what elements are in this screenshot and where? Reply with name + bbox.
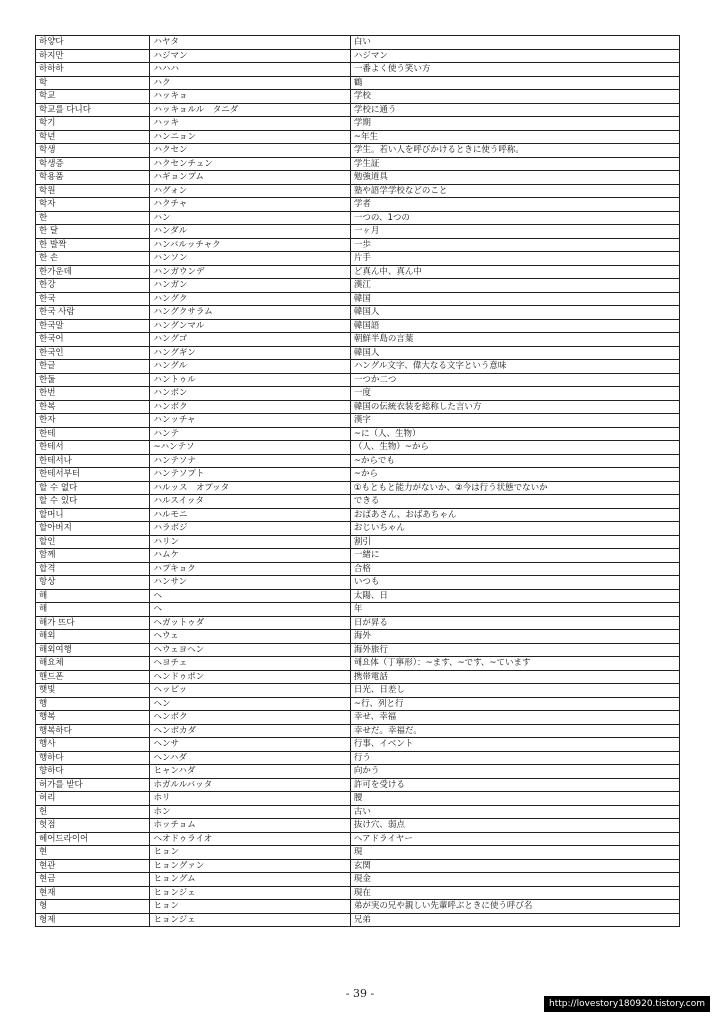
katakana-reading-cell: ハクセンチュン (150, 157, 350, 171)
korean-word-cell: 하얗다 (36, 36, 150, 50)
table-row (36, 346, 680, 360)
table-row (36, 738, 680, 752)
japanese-meaning-cell: ①もともと能力がないか、②今は行う状態でないか (350, 481, 679, 495)
katakana-reading-cell: ハンバルッチャク (150, 238, 350, 252)
katakana-reading-cell: ハンダル (150, 225, 350, 239)
japanese-meaning-cell: ハジマン (350, 49, 679, 63)
katakana-reading-cell: ハンテ (150, 427, 350, 441)
table-row (36, 805, 680, 819)
japanese-meaning-cell: 韓国 (350, 292, 679, 306)
japanese-meaning-cell: ハングル文字、偉大なる文字という意味 (350, 360, 679, 374)
japanese-meaning-cell: 行う (350, 751, 679, 765)
table-row (36, 832, 680, 846)
japanese-meaning-cell: 現 (350, 846, 679, 860)
japanese-meaning-cell: おばあさん、おばあちゃん (350, 508, 679, 522)
korean-word-cell: 허가를 받다 (36, 778, 150, 792)
table-row (36, 333, 680, 347)
katakana-reading-cell: ハジマン (150, 49, 350, 63)
table-row (36, 400, 680, 414)
table-row (36, 90, 680, 104)
korean-word-cell: 핸드폰 (36, 670, 150, 684)
japanese-meaning-cell: 学生。若い人を呼びかけるときに使う呼称。 (350, 144, 679, 158)
table-row (36, 508, 680, 522)
japanese-meaning-cell: できる (350, 495, 679, 509)
table-row (36, 535, 680, 549)
table-row (36, 468, 680, 482)
korean-word-cell: 한강 (36, 279, 150, 293)
korean-word-cell: 학생증 (36, 157, 150, 171)
japanese-meaning-cell: ~年生 (350, 130, 679, 144)
table-row (36, 49, 680, 63)
katakana-reading-cell: ハリン (150, 535, 350, 549)
korean-word-cell: 해요체 (36, 657, 150, 671)
katakana-reading-cell: ハンソン (150, 252, 350, 266)
katakana-reading-cell: ハッキョルル タニダ (150, 103, 350, 117)
table-row (36, 630, 680, 644)
korean-word-cell: 한 발짝 (36, 238, 150, 252)
table-row (36, 684, 680, 698)
korean-word-cell: 햇빛 (36, 684, 150, 698)
katakana-reading-cell: ハク (150, 76, 350, 90)
korean-word-cell: 할 수 있다 (36, 495, 150, 509)
table-row (36, 603, 680, 617)
katakana-reading-cell: ハルモニ (150, 508, 350, 522)
table-row (36, 198, 680, 212)
katakana-reading-cell: ハギョンプム (150, 171, 350, 185)
japanese-meaning-cell: 海外 (350, 630, 679, 644)
table-row (36, 414, 680, 428)
japanese-meaning-cell: 割引 (350, 535, 679, 549)
table-row (36, 157, 680, 171)
japanese-meaning-cell: 韓国人 (350, 306, 679, 320)
japanese-meaning-cell: 行事、イベント (350, 738, 679, 752)
korean-word-cell: 한복 (36, 400, 150, 414)
japanese-meaning-cell: 合格 (350, 562, 679, 576)
korean-word-cell: 해가 뜨다 (36, 616, 150, 630)
table-row (36, 724, 680, 738)
japanese-meaning-cell: 兄弟 (350, 913, 679, 927)
katakana-reading-cell: ハングクサラム (150, 306, 350, 320)
japanese-meaning-cell: 勉強道具 (350, 171, 679, 185)
table-row (36, 454, 680, 468)
table-row (36, 427, 680, 441)
korean-word-cell: 학생 (36, 144, 150, 158)
table-row (36, 130, 680, 144)
japanese-meaning-cell: ~からでも (350, 454, 679, 468)
katakana-reading-cell: ホガルルバッタ (150, 778, 350, 792)
table-row (36, 103, 680, 117)
korean-word-cell: 행사 (36, 738, 150, 752)
table-row (36, 859, 680, 873)
japanese-meaning-cell: 許可を受ける (350, 778, 679, 792)
korean-word-cell: 한국 사람 (36, 306, 150, 320)
katakana-reading-cell: ヒョングム (150, 873, 350, 887)
japanese-meaning-cell: いつも (350, 576, 679, 590)
katakana-reading-cell: ハルスイッタ (150, 495, 350, 509)
table-row (36, 265, 680, 279)
katakana-reading-cell: ヘ (150, 589, 350, 603)
korean-word-cell: 한테서부터 (36, 468, 150, 482)
table-row (36, 481, 680, 495)
katakana-reading-cell: ホリ (150, 792, 350, 806)
korean-word-cell: 현 (36, 846, 150, 860)
japanese-meaning-cell: ど真ん中、真ん中 (350, 265, 679, 279)
korean-word-cell: 허리 (36, 792, 150, 806)
japanese-meaning-cell: 幸せ、幸福 (350, 711, 679, 725)
katakana-reading-cell: ホン (150, 805, 350, 819)
japanese-meaning-cell: 一つか二つ (350, 373, 679, 387)
table-row (36, 63, 680, 77)
japanese-meaning-cell: 腰 (350, 792, 679, 806)
korean-word-cell: 행복하다 (36, 724, 150, 738)
table-row (36, 117, 680, 131)
table-row (36, 657, 680, 671)
korean-word-cell: 한번 (36, 387, 150, 401)
korean-word-cell: 하지만 (36, 49, 150, 63)
japanese-meaning-cell: 古い (350, 805, 679, 819)
katakana-reading-cell: ハプキョク (150, 562, 350, 576)
korean-word-cell: 학자 (36, 198, 150, 212)
korean-word-cell: 한 손 (36, 252, 150, 266)
korean-word-cell: 현재 (36, 886, 150, 900)
korean-word-cell: 해 (36, 589, 150, 603)
katakana-reading-cell: ハハハ (150, 63, 350, 77)
katakana-reading-cell: ハルッス オプッタ (150, 481, 350, 495)
korean-word-cell: 헌 (36, 805, 150, 819)
japanese-meaning-cell: 一歩 (350, 238, 679, 252)
japanese-meaning-cell: 海外旅行 (350, 643, 679, 657)
korean-word-cell: 할인 (36, 535, 150, 549)
table-row (36, 697, 680, 711)
japanese-meaning-cell: 一度 (350, 387, 679, 401)
katakana-reading-cell: ヒョン (150, 846, 350, 860)
katakana-reading-cell: ヘンボカダ (150, 724, 350, 738)
katakana-reading-cell: ヒョンジェ (150, 886, 350, 900)
korean-word-cell: 함께 (36, 549, 150, 563)
katakana-reading-cell: ヘッピッ (150, 684, 350, 698)
table-row (36, 549, 680, 563)
korean-word-cell: 학년 (36, 130, 150, 144)
katakana-reading-cell: ハムケ (150, 549, 350, 563)
katakana-reading-cell: ヘウェヨヘン (150, 643, 350, 657)
japanese-meaning-cell: 一ヶ月 (350, 225, 679, 239)
table-row (36, 576, 680, 590)
katakana-reading-cell: ハクセン (150, 144, 350, 158)
table-row (36, 616, 680, 630)
korean-word-cell: 행복 (36, 711, 150, 725)
table-row (36, 873, 680, 887)
korean-word-cell: 한글 (36, 360, 150, 374)
korean-word-cell: 학용품 (36, 171, 150, 185)
vocabulary-table-body (36, 36, 680, 927)
table-row (36, 292, 680, 306)
katakana-reading-cell: ハクチャ (150, 198, 350, 212)
katakana-reading-cell: ヘガットゥダ (150, 616, 350, 630)
japanese-meaning-cell: 学校 (350, 90, 679, 104)
katakana-reading-cell: ハッキョ (150, 90, 350, 104)
japanese-meaning-cell: ~行、列と行 (350, 697, 679, 711)
katakana-reading-cell: ハン (150, 211, 350, 225)
katakana-reading-cell: ヒョン (150, 900, 350, 914)
table-row (36, 306, 680, 320)
katakana-reading-cell: ヘオドゥライオ (150, 832, 350, 846)
katakana-reading-cell: ヘンハダ (150, 751, 350, 765)
japanese-meaning-cell: 抜け穴、弱点 (350, 819, 679, 833)
table-row (36, 144, 680, 158)
table-row (36, 562, 680, 576)
japanese-meaning-cell: 日光、日差し (350, 684, 679, 698)
japanese-meaning-cell: 漢江 (350, 279, 679, 293)
page-number: - 39 - (345, 987, 375, 1000)
table-row (36, 765, 680, 779)
japanese-meaning-cell: 一つの、1つの (350, 211, 679, 225)
korean-word-cell: 한테 (36, 427, 150, 441)
katakana-reading-cell: ハングク (150, 292, 350, 306)
katakana-reading-cell: ヘ (150, 603, 350, 617)
japanese-meaning-cell: 漢字 (350, 414, 679, 428)
katakana-reading-cell: ヒョンジェ (150, 913, 350, 927)
japanese-meaning-cell: 一番よく使う笑い方 (350, 63, 679, 77)
table-row (36, 643, 680, 657)
table-row (36, 252, 680, 266)
table-row (36, 171, 680, 185)
table-row (36, 495, 680, 509)
japanese-meaning-cell: 年 (350, 603, 679, 617)
table-row (36, 225, 680, 239)
katakana-reading-cell: ハングギン (150, 346, 350, 360)
japanese-meaning-cell: 幸せだ。幸福だ。 (350, 724, 679, 738)
katakana-reading-cell: ハグォン (150, 184, 350, 198)
japanese-meaning-cell: 学期 (350, 117, 679, 131)
korean-word-cell: 해외여행 (36, 643, 150, 657)
table-row (36, 238, 680, 252)
table-row (36, 279, 680, 293)
table-row (36, 184, 680, 198)
table-row (36, 36, 680, 50)
katakana-reading-cell: ハンガン (150, 279, 350, 293)
table-row (36, 792, 680, 806)
korean-word-cell: 형 (36, 900, 150, 914)
table-row (36, 846, 680, 860)
korean-word-cell: 한국인 (36, 346, 150, 360)
katakana-reading-cell: ホッチョム (150, 819, 350, 833)
japanese-meaning-cell: ヘアドライヤー (350, 832, 679, 846)
table-row (36, 886, 680, 900)
katakana-reading-cell: ヒャンハダ (150, 765, 350, 779)
japanese-meaning-cell: （人、生物）~から (350, 441, 679, 455)
japanese-meaning-cell: 学校に通う (350, 103, 679, 117)
korean-word-cell: 할 수 없다 (36, 481, 150, 495)
katakana-reading-cell: ヘン (150, 697, 350, 711)
korean-word-cell: 한 (36, 211, 150, 225)
korean-word-cell: 학기 (36, 117, 150, 131)
korean-word-cell: 항상 (36, 576, 150, 590)
korean-word-cell: 한둘 (36, 373, 150, 387)
katakana-reading-cell: ハヤタ (150, 36, 350, 50)
katakana-reading-cell: ヘウェ (150, 630, 350, 644)
katakana-reading-cell: ハンボン (150, 387, 350, 401)
korean-word-cell: 학 (36, 76, 150, 90)
korean-word-cell: 현금 (36, 873, 150, 887)
japanese-meaning-cell: 現金 (350, 873, 679, 887)
japanese-meaning-cell: 白い (350, 36, 679, 50)
katakana-reading-cell: ヘヨチェ (150, 657, 350, 671)
table-row (36, 211, 680, 225)
vocabulary-table (35, 35, 680, 927)
table-row (36, 670, 680, 684)
korean-word-cell: 행 (36, 697, 150, 711)
table-row (36, 360, 680, 374)
japanese-meaning-cell: 一緒に (350, 549, 679, 563)
katakana-reading-cell: ハンテソプト (150, 468, 350, 482)
table-row (36, 522, 680, 536)
japanese-meaning-cell: 韓国語 (350, 319, 679, 333)
korean-word-cell: 한국 (36, 292, 150, 306)
katakana-reading-cell: ハングンマル (150, 319, 350, 333)
korean-word-cell: 행하다 (36, 751, 150, 765)
japanese-meaning-cell: 鶴 (350, 76, 679, 90)
katakana-reading-cell: ~ハンテソ (150, 441, 350, 455)
japanese-meaning-cell: 学者 (350, 198, 679, 212)
japanese-meaning-cell: 玄関 (350, 859, 679, 873)
korean-word-cell: 한자 (36, 414, 150, 428)
katakana-reading-cell: ヒョングァン (150, 859, 350, 873)
korean-word-cell: 할머니 (36, 508, 150, 522)
korean-word-cell: 현관 (36, 859, 150, 873)
katakana-reading-cell: ヘンサ (150, 738, 350, 752)
japanese-meaning-cell: 塾や語学学校などのこと (350, 184, 679, 198)
katakana-reading-cell: ハッキ (150, 117, 350, 131)
japanese-meaning-cell: 韓国の伝統衣装を総称した言い方 (350, 400, 679, 414)
table-row (36, 387, 680, 401)
japanese-meaning-cell: 해요体（丁寧形）：~ます、~です、~ています (350, 657, 679, 671)
korean-word-cell: 학원 (36, 184, 150, 198)
table-row (36, 819, 680, 833)
katakana-reading-cell: ハンテソナ (150, 454, 350, 468)
korean-word-cell: 한국말 (36, 319, 150, 333)
table-row (36, 373, 680, 387)
japanese-meaning-cell: 日が昇る (350, 616, 679, 630)
katakana-reading-cell: ハラボジ (150, 522, 350, 536)
table-row (36, 319, 680, 333)
korean-word-cell: 향하다 (36, 765, 150, 779)
katakana-reading-cell: ヘンボク (150, 711, 350, 725)
korean-word-cell: 헤어드라이어 (36, 832, 150, 846)
japanese-meaning-cell: 韓国人 (350, 346, 679, 360)
korean-word-cell: 헛점 (36, 819, 150, 833)
korean-word-cell: 한 달 (36, 225, 150, 239)
table-row (36, 751, 680, 765)
katakana-reading-cell: ハンガウンデ (150, 265, 350, 279)
blog-url-watermark[interactable]: http://lovestory180920.tistory.com (544, 996, 710, 1012)
korean-word-cell: 하하하 (36, 63, 150, 77)
katakana-reading-cell: ハンボク (150, 400, 350, 414)
korean-word-cell: 해 (36, 603, 150, 617)
table-row (36, 913, 680, 927)
japanese-meaning-cell: 弟が実の兄や親しい先輩呼ぶときに使う呼び名 (350, 900, 679, 914)
katakana-reading-cell: ハングル (150, 360, 350, 374)
table-row (36, 711, 680, 725)
korean-word-cell: 한국어 (36, 333, 150, 347)
japanese-meaning-cell: ~に（人、生物） (350, 427, 679, 441)
korean-word-cell: 형제 (36, 913, 150, 927)
katakana-reading-cell: ハントゥル (150, 373, 350, 387)
japanese-meaning-cell: 現在 (350, 886, 679, 900)
japanese-meaning-cell: おじいちゃん (350, 522, 679, 536)
table-row (36, 441, 680, 455)
japanese-meaning-cell: 向かう (350, 765, 679, 779)
katakana-reading-cell: ハンニョン (150, 130, 350, 144)
table-row (36, 589, 680, 603)
japanese-meaning-cell: 携帯電話 (350, 670, 679, 684)
korean-word-cell: 해외 (36, 630, 150, 644)
katakana-reading-cell: ハンサン (150, 576, 350, 590)
table-row (36, 900, 680, 914)
korean-word-cell: 한테서 (36, 441, 150, 455)
table-row (36, 778, 680, 792)
japanese-meaning-cell: 太陽、日 (350, 589, 679, 603)
japanese-meaning-cell: 学生証 (350, 157, 679, 171)
katakana-reading-cell: ハングゴ (150, 333, 350, 347)
korean-word-cell: 한가운데 (36, 265, 150, 279)
katakana-reading-cell: ハンッチャ (150, 414, 350, 428)
table-row (36, 76, 680, 90)
korean-word-cell: 할아버지 (36, 522, 150, 536)
korean-word-cell: 학교를 다니다 (36, 103, 150, 117)
japanese-meaning-cell: 片手 (350, 252, 679, 266)
japanese-meaning-cell: ~から (350, 468, 679, 482)
katakana-reading-cell: ヘンドゥポン (150, 670, 350, 684)
korean-word-cell: 학교 (36, 90, 150, 104)
japanese-meaning-cell: 朝鮮半島の言葉 (350, 333, 679, 347)
korean-word-cell: 한테서나 (36, 454, 150, 468)
korean-word-cell: 합격 (36, 562, 150, 576)
